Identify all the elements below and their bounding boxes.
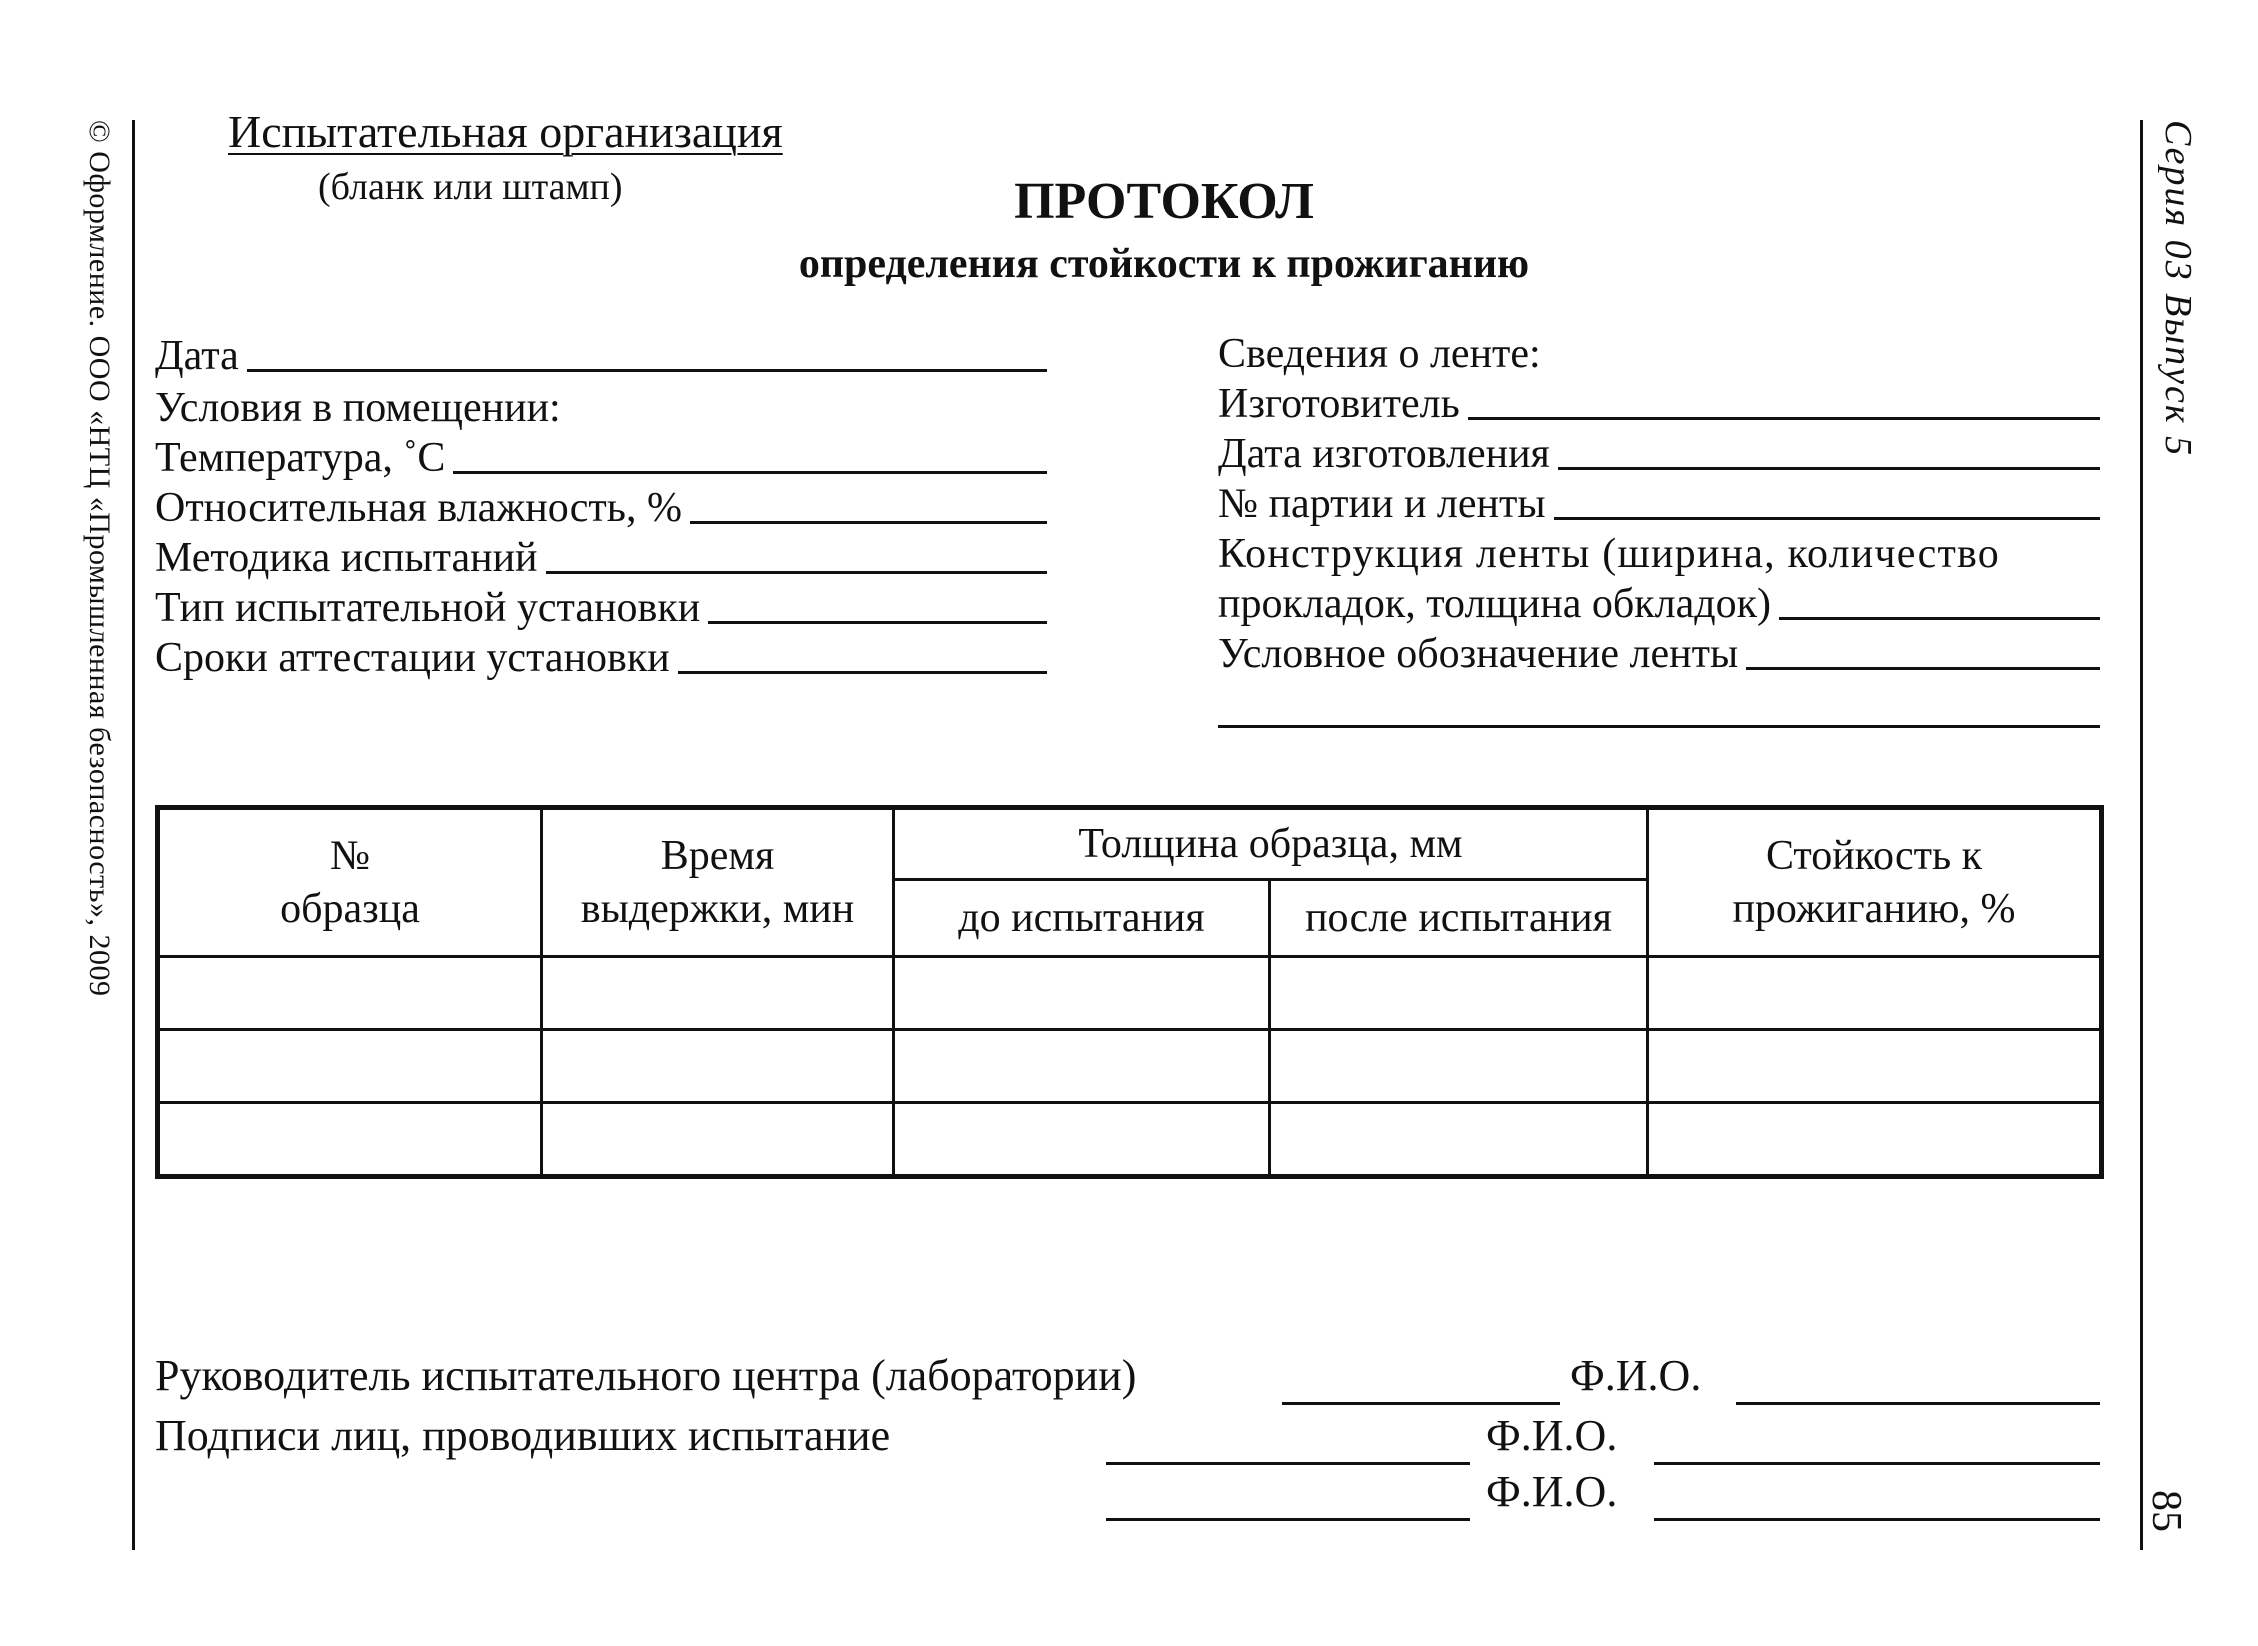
- table-row: [158, 957, 2102, 1030]
- head-signature-line[interactable]: [1282, 1402, 1560, 1405]
- page-number: 85: [2143, 1490, 2189, 1532]
- room-conditions-heading: Условия в помещении:: [155, 385, 561, 431]
- manufacture-date-line: [1558, 467, 2100, 470]
- method-line: [546, 571, 1047, 574]
- table-cell[interactable]: [158, 1030, 542, 1103]
- date-label: Дата: [155, 333, 239, 379]
- manufacture-date-label: Дата изготовления: [1218, 431, 1550, 477]
- batch-field[interactable]: [1218, 480, 2100, 528]
- table-cell[interactable]: [894, 1103, 1270, 1177]
- batch-line: [1554, 517, 2100, 520]
- table-cell[interactable]: [1648, 1030, 2102, 1103]
- table-cell[interactable]: [894, 1030, 1270, 1103]
- organization-label: Испытательная организация: [228, 106, 783, 157]
- results-table: [155, 805, 2104, 1179]
- table-cell[interactable]: [158, 957, 542, 1030]
- table-cell[interactable]: [894, 957, 1270, 1030]
- col-burn-resistance: Стойкость к прожиганию, %: [1648, 808, 2102, 957]
- tester1-fio-label: Ф.И.О.: [1486, 1411, 1618, 1460]
- col-thickness: Толщина образца, мм: [894, 808, 1648, 880]
- col-thickness-after: после испытания: [1270, 880, 1648, 957]
- organization-note: (бланк или штамп): [318, 166, 623, 208]
- manufacturer-line: [1468, 417, 2100, 420]
- tester1-fio-line[interactable]: [1654, 1462, 2100, 1465]
- date-field[interactable]: [155, 332, 1047, 380]
- head-signature-label: Руководитель испытательного центра (лаборатории): [155, 1351, 1137, 1400]
- designation-extra-line[interactable]: [1218, 725, 2100, 728]
- manufacturer-field[interactable]: [1218, 380, 2100, 428]
- manufacturer-label: Изготовитель: [1218, 381, 1460, 427]
- method-field[interactable]: [155, 534, 1047, 582]
- table-header-row: [158, 808, 2102, 880]
- copyright-text: © Оформление. ООО «НТЦ «Промышленная безопасность», 2009: [83, 120, 116, 997]
- table-cell[interactable]: [158, 1103, 542, 1177]
- col-exposure-time: Время выдержки, мин: [542, 808, 894, 957]
- tester1-signature-line[interactable]: [1106, 1462, 1470, 1465]
- head-fio-label: Ф.И.О.: [1570, 1351, 1702, 1400]
- testers-signature-label: Подписи лиц, проводивших испытание: [155, 1411, 891, 1460]
- temperature-line: [453, 471, 1047, 474]
- right-margin-rule: [2140, 120, 2143, 1550]
- page-number-box: [2138, 1490, 2198, 1570]
- designation-label: Условное обозначение ленты: [1218, 631, 1739, 677]
- col-thickness-before: до испытания: [894, 880, 1270, 957]
- certification-line: [678, 671, 1047, 674]
- installation-type-field[interactable]: [155, 584, 1047, 632]
- batch-label: № партии и ленты: [1218, 481, 1546, 527]
- col-sample-number: № образца: [158, 808, 542, 957]
- humidity-field[interactable]: [155, 484, 1047, 532]
- installation-type-label: Тип испытательной установки: [155, 585, 701, 631]
- tester2-fio-label: Ф.И.О.: [1486, 1467, 1618, 1516]
- table-cell[interactable]: [542, 1030, 894, 1103]
- installation-type-line: [708, 621, 1047, 624]
- left-margin-rule: [132, 120, 135, 1550]
- construction-label-line2: прокладок, толщина обкладок): [1218, 581, 1772, 627]
- certification-label: Сроки аттестации установки: [155, 635, 670, 681]
- table-row: [158, 1030, 2102, 1103]
- construction-label-line1: Конструкция ленты (ширина, количество: [1218, 531, 2000, 577]
- table-cell[interactable]: [542, 1103, 894, 1177]
- designation-line: [1746, 667, 2100, 670]
- date-line: [247, 369, 1047, 372]
- certification-field[interactable]: [155, 634, 1047, 682]
- method-label: Методика испытаний: [155, 535, 538, 581]
- head-fio-line[interactable]: [1736, 1402, 2100, 1405]
- table-cell[interactable]: [1648, 1103, 2102, 1177]
- document-subtitle: определения стойкости к прожиганию: [798, 241, 1530, 287]
- table-cell[interactable]: [1270, 957, 1648, 1030]
- humidity-label: Относительная влажность, %: [155, 485, 682, 531]
- table-cell[interactable]: [1270, 1103, 1648, 1177]
- designation-field[interactable]: [1218, 630, 2100, 678]
- series-text: Серия 03 Выпуск 5: [2157, 120, 2199, 458]
- construction-field[interactable]: [1218, 580, 2100, 628]
- document-title: ПРОТОКОЛ: [1014, 173, 1314, 230]
- temperature-label: Температура, ˚С: [155, 435, 446, 481]
- table-cell[interactable]: [1270, 1030, 1648, 1103]
- tester2-signature-line[interactable]: [1106, 1518, 1470, 1521]
- temperature-field[interactable]: [155, 434, 1047, 482]
- table-cell[interactable]: [542, 957, 894, 1030]
- construction-line: [1779, 617, 2100, 620]
- humidity-line: [690, 521, 1047, 524]
- tape-info-heading: Сведения о ленте:: [1218, 331, 1541, 377]
- table-cell[interactable]: [1648, 957, 2102, 1030]
- table-row: [158, 1103, 2102, 1177]
- manufacture-date-field[interactable]: [1218, 430, 2100, 478]
- tester2-fio-line[interactable]: [1654, 1518, 2100, 1521]
